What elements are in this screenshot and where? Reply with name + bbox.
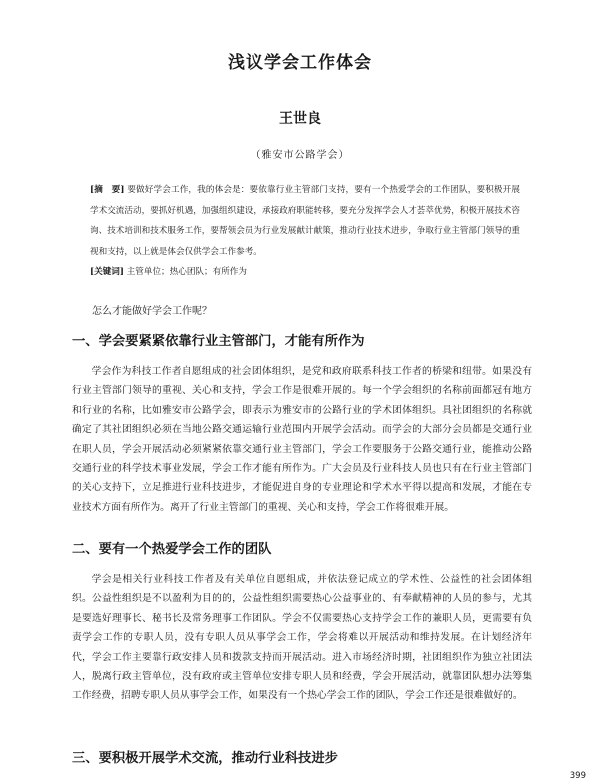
article-author: 王世良 [279, 111, 321, 127]
section-body-1: 学会作为科技工作者自愿组成的社会团体组织，是党和政府联系科技工作者的桥梁和纽带。如果没有行业主管部门领导的重视、关心和支持，学会工作是很难开展的。每一个学会组织的名称前面都冠有地方和行业的名称，比如雅安市公路学会，即表示为雅安市的公路行业的学术团体组织。具社团组织的名称就确定了其社团组织必须在当地公路交通运输行业范围内开展学会活动。而学会的大部分会员都是交通行业在职人员，学会开展活动必须紧紧依靠交通行业主管部门，学会工作要服务于公路交通行业，能推动公路交通行业的科学技术事业发展，学会工作才能有所作为。广大会员及行业科技人员也只有在行业主管部门的关心支持下，立足推进行业科技进步，才能促进自身的专业理论和学术水平得以提高和发展，才能在专业技术方面有所作为。离开了行业主管部门的重视、关心和支持，学会工作将很难开展。 [72, 366, 532, 513]
keywords-text: 主管单位；热心团队；有所作为 [126, 267, 247, 278]
abstract-text: 要做好学会工作，我的体会是：要依靠行业主管部门支持，要有一个热爱学会的工作团队，要积极开展学术交流活动，要抓好机遇，加强组织建设，承接政府职能转移，要充分发挥学会人才荟萃优势，积极开展技术咨询、技术培训和技术服务工作，要帮领会员为行业发展献计献策，推动行业技术进步，争取行业主管部门领导的重视和支持，以上就是体会仅供学会工作参考。 [90, 185, 520, 257]
section-heading-1: 一、学会要紧紧依靠行业主管部门，才能有所作为 [72, 334, 365, 349]
abstract-block [90, 180, 520, 283]
abstract-label: [摘 要] [90, 185, 125, 195]
section-heading-3: 三、要积极开展学术交流，推动行业科技进步 [72, 751, 338, 766]
article-title: 浅议学会工作体会 [228, 53, 372, 73]
author-affiliation: （雅安市公路学会） [250, 150, 350, 161]
keywords-label: [关键词] [90, 267, 124, 278]
section-body-2: 学会是相关行业科技工作者及有关单位自愿组成，并依法登记成立的学术性、公益性的社会团体组织。公益性组织是不以盈利为目的的，公益性组织需要热心公益事业的、有奉献精神的人员的参与，尤其是要选好理事长、秘书长及常务理事工作团队。学会不仅需要热心支持学会工作的兼职人员，更需要有负责学会工作的专职人员，没有专职人员从事学会工作，学会将难以开展活动和维持发展。在计划经济年代，学会工作主要靠行政安排人员和拨款支持而开展活动。进入市场经济时期，社团组织作为独立社团法人，脱离行政主管单位，没有政府或主管单位安排专职人员和经费，学会开展活动，就靠团队想办法筹集工作经费，招聘专职人员从事学会工作，如果没有一个热心学会工作的团队，学会工作还是很难做好的。 [72, 574, 532, 702]
section-heading-2: 二、要有一个热爱学会工作的团队 [72, 542, 272, 557]
keywords-line [90, 262, 520, 283]
page-number: 399 [569, 771, 586, 781]
lead-question: 怎么才能做好学会工作呢？ [92, 306, 212, 317]
